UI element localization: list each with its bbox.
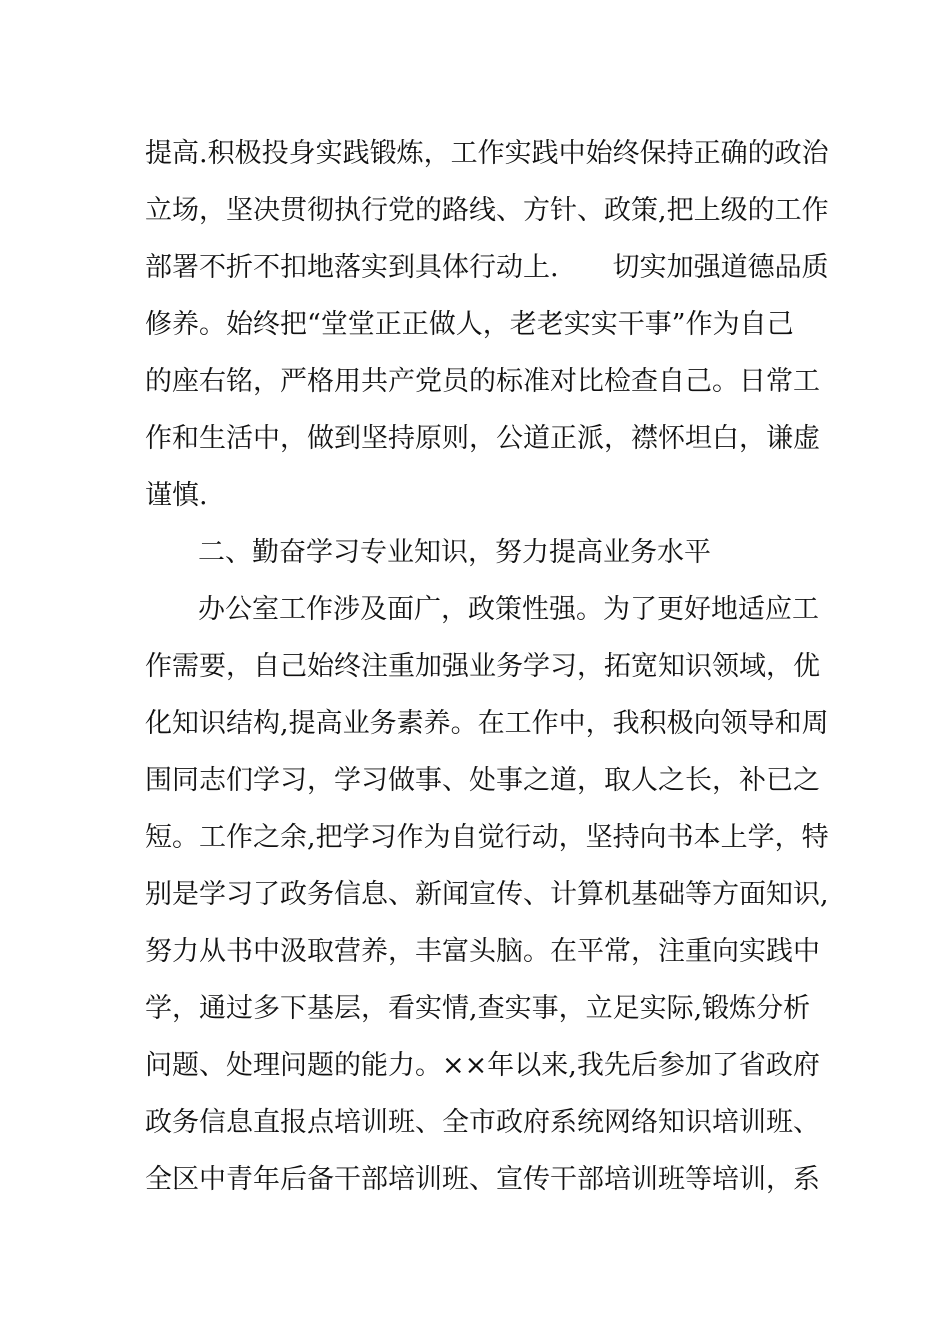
- text-line-4: 修养。始终把“堂堂正正做人，老老实实干事”作为自己: [145, 309, 794, 340]
- text-line-5: 的座右铭，严格用共产党员的标准对比检查自己。日常工: [145, 366, 820, 397]
- text-line-18: 政务信息直报点培训班、全市政府系统网络知识培训班、: [145, 1107, 820, 1138]
- text-line-14: 别是学习了政务信息、新闻宣传、计算机基础等方面知识,: [145, 879, 829, 910]
- text-line-3: 部署不折不扣地落实到具体行动上. 切实加强道德品质: [145, 252, 829, 283]
- text-line-6: 作和生活中，做到坚持原则，公道正派，襟怀坦白，谦虚: [145, 423, 820, 454]
- text-line-19: 全区中青年后备干部培训班、宣传干部培训班等培训，系: [145, 1164, 820, 1195]
- text-line-1: 提高.积极投身实践锻炼，工作实践中始终保持正确的政治: [145, 138, 829, 169]
- text-line-7: 谨慎.: [145, 480, 208, 511]
- text-line-9: 办公室工作涉及面广，政策性强。为了更好地适应工: [198, 594, 819, 625]
- text-line-12: 围同志们学习，学习做事、处事之道，取人之长，补已之: [145, 765, 820, 796]
- text-line-11: 化知识结构,提高业务素养。在工作中，我积极向领导和周: [145, 708, 829, 739]
- text-line-17: 问题、处理问题的能力。××年以来,我先后参加了省政府: [145, 1050, 820, 1081]
- text-line-16: 学，通过多下基层，看实情,查实事，立足实际,锻炼分析: [145, 993, 811, 1024]
- text-line-15: 努力从书中汲取营养，丰富头脑。在平常，注重向实践中: [145, 936, 820, 967]
- text-line-13: 短。工作之余,把学习作为自觉行动，坚持向书本上学，特: [145, 822, 829, 853]
- text-line-10: 作需要，自己始终注重加强业务学习，拓宽知识领域，优: [145, 651, 820, 682]
- text-line-2: 立场，坚决贯彻执行党的路线、方针、政策,把上级的工作: [145, 195, 829, 226]
- section-heading: 二、勤奋学习专业知识，努力提高业务水平: [198, 537, 711, 568]
